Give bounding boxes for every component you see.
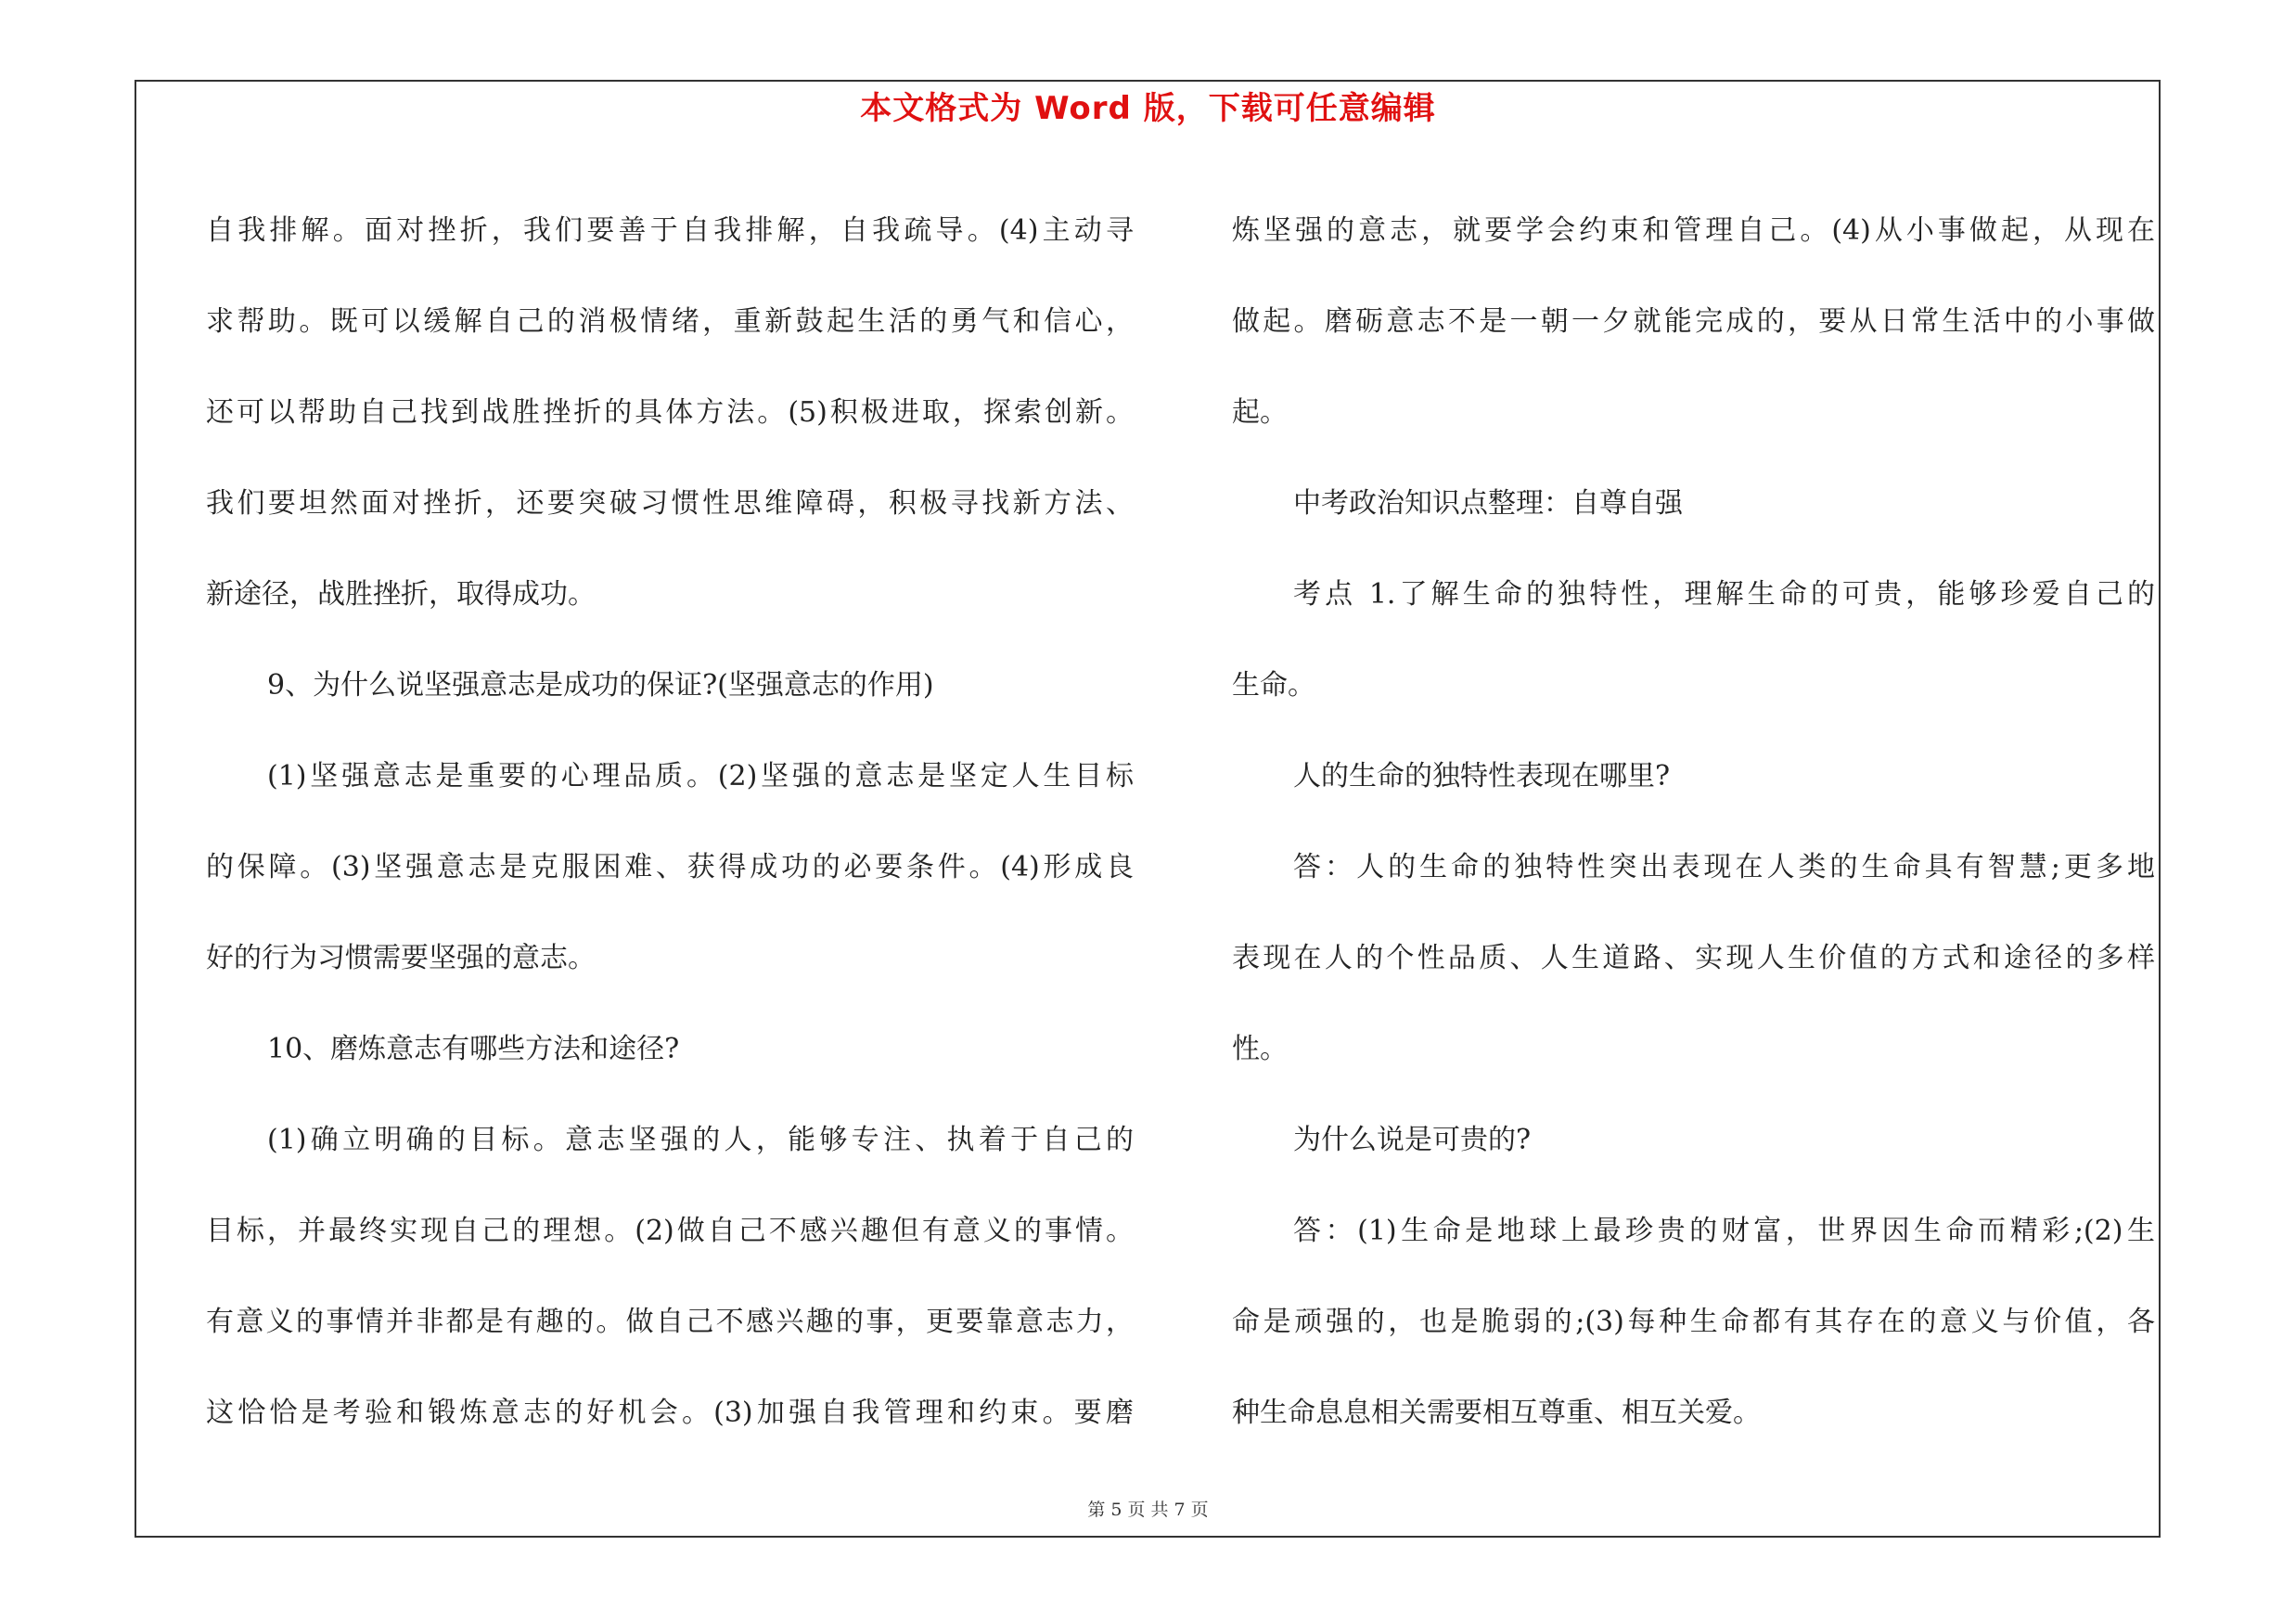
text-line: 新途径，战胜挫折，取得成功。	[206, 578, 596, 611]
text-line: 做起。磨砺意志不是一朝一夕就能完成的，要从日常生活中的小事做	[1232, 305, 2155, 338]
text-line: 命是顽强的，也是脆弱的;(3)每种生命都有其存在的意义与价值，各	[1232, 1306, 2155, 1338]
text-line: 性。	[1232, 1033, 1288, 1065]
text-line: 表现在人的个性品质、人生道路、实现人生价值的方式和途径的多样	[1232, 942, 2155, 974]
text-line: 种生命息息相关需要相互尊重、相互关爱。	[1232, 1397, 1761, 1429]
text-line: 好的行为习惯需要坚强的意志。	[206, 942, 596, 974]
text-line: 我们要坦然面对挫折，还要突破习惯性思维障碍，积极寻找新方法、	[206, 487, 1134, 520]
left-column	[206, 186, 1134, 1459]
text-line: 求帮助。既可以缓解自己的消极情绪，重新鼓起生活的勇气和信心，	[206, 305, 1134, 338]
text-line: 还可以帮助自己找到战胜挫折的具体方法。(5)积极进取，探索创新。	[206, 396, 1134, 429]
text-line: 考点 1.了解生命的独特性，理解生命的可贵，能够珍爱自己的	[1293, 578, 2155, 611]
question-heading: 为什么说是可贵的?	[1293, 1124, 1532, 1156]
text-line: 答：(1)生命是地球上最珍贵的财富，世界因生命而精彩;(2)生	[1293, 1215, 2155, 1247]
page-number: 第 5 页 共 7 页	[1087, 1500, 1209, 1520]
format-banner: 本文格式为 Word 版，下载可任意编辑	[860, 90, 1436, 127]
text-line: 的保障。(3)坚强意志是克服困难、获得成功的必要条件。(4)形成良	[206, 851, 1134, 883]
question-heading: 人的生命的独特性表现在哪里?	[1293, 760, 1671, 792]
text-line: 生命。	[1232, 669, 1315, 702]
question-heading: 9、为什么说坚强意志是成功的保证?(坚强意志的作用)	[267, 669, 934, 702]
text-line: 这恰恰是考验和锻炼意志的好机会。(3)加强自我管理和约束。要磨	[206, 1397, 1134, 1429]
section-heading: 中考政治知识点整理：自尊自强	[1293, 487, 1683, 520]
text-line: (1)坚强意志是重要的心理品质。(2)坚强的意志是坚定人生目标	[267, 760, 1134, 792]
text-line: 答：人的生命的独特性突出表现在人类的生命具有智慧;更多地	[1293, 851, 2155, 883]
right-column	[1232, 186, 2155, 1459]
text-line: 目标，并最终实现自己的理想。(2)做自己不感兴趣但有意义的事情。	[206, 1215, 1134, 1247]
text-line: 起。	[1232, 396, 1288, 429]
text-line: 炼坚强的意志，就要学会约束和管理自己。(4)从小事做起，从现在	[1232, 214, 2155, 247]
text-line: 有意义的事情并非都是有趣的。做自己不感兴趣的事，更要靠意志力，	[206, 1306, 1134, 1338]
text-line: (1)确立明确的目标。意志坚强的人，能够专注、执着于自己的	[267, 1124, 1134, 1156]
question-heading: 10、磨炼意志有哪些方法和途径?	[267, 1033, 680, 1065]
text-line: 自我排解。面对挫折，我们要善于自我排解，自我疏导。(4)主动寻	[206, 214, 1134, 247]
